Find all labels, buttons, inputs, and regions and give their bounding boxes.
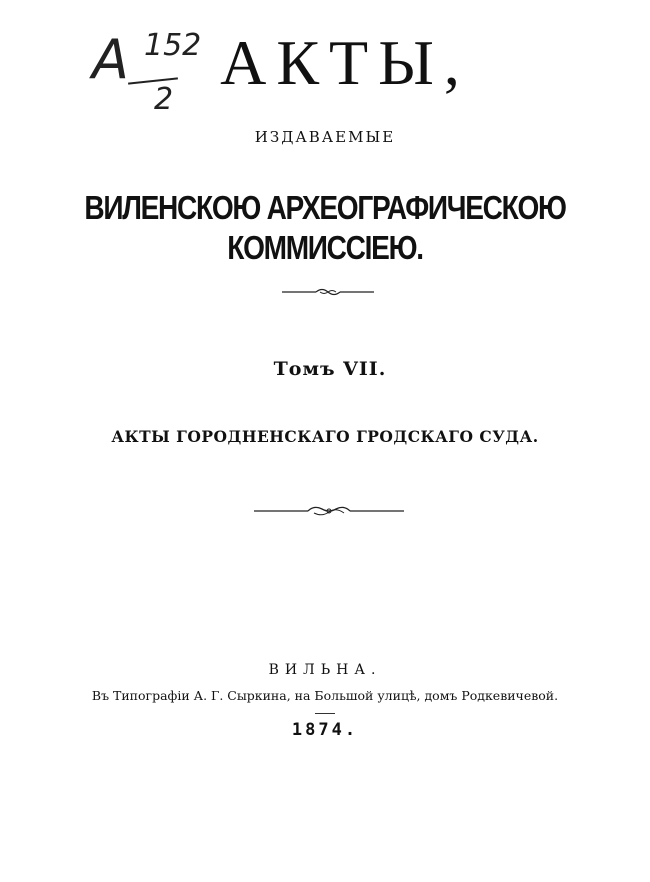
- printer-imprint: Въ Типографіи А. Г. Сыркина, на Большой улицѣ, домъ Родкевичевой.: [91, 688, 559, 703]
- book-subtitle: ИЗДАВАЕМЫЕ: [254, 128, 396, 146]
- shelf-mark-letter: А: [92, 28, 129, 91]
- commission-name: ВИЛЕНСКОЮ АРХЕОГРАФИЧЕСКОЮ КОММИССІЕЮ.: [84, 189, 566, 266]
- ornament-divider-top: [280, 286, 376, 298]
- publication-year: 1874.: [291, 720, 359, 740]
- book-title: АКТЫ,: [220, 27, 470, 98]
- publication-city: ВИЛЬНА.: [268, 662, 382, 678]
- volume-number: Томъ VII.: [273, 358, 387, 380]
- volume-title: АКТЫ ГОРОДНЕНСКАГО ГРОДСКАГО СУДА.: [111, 427, 539, 446]
- shelf-mark-numerator: 152: [144, 28, 202, 63]
- year-dash: [315, 713, 335, 714]
- ornament-divider-middle: [252, 504, 406, 518]
- shelf-mark-denominator: 2: [154, 82, 174, 117]
